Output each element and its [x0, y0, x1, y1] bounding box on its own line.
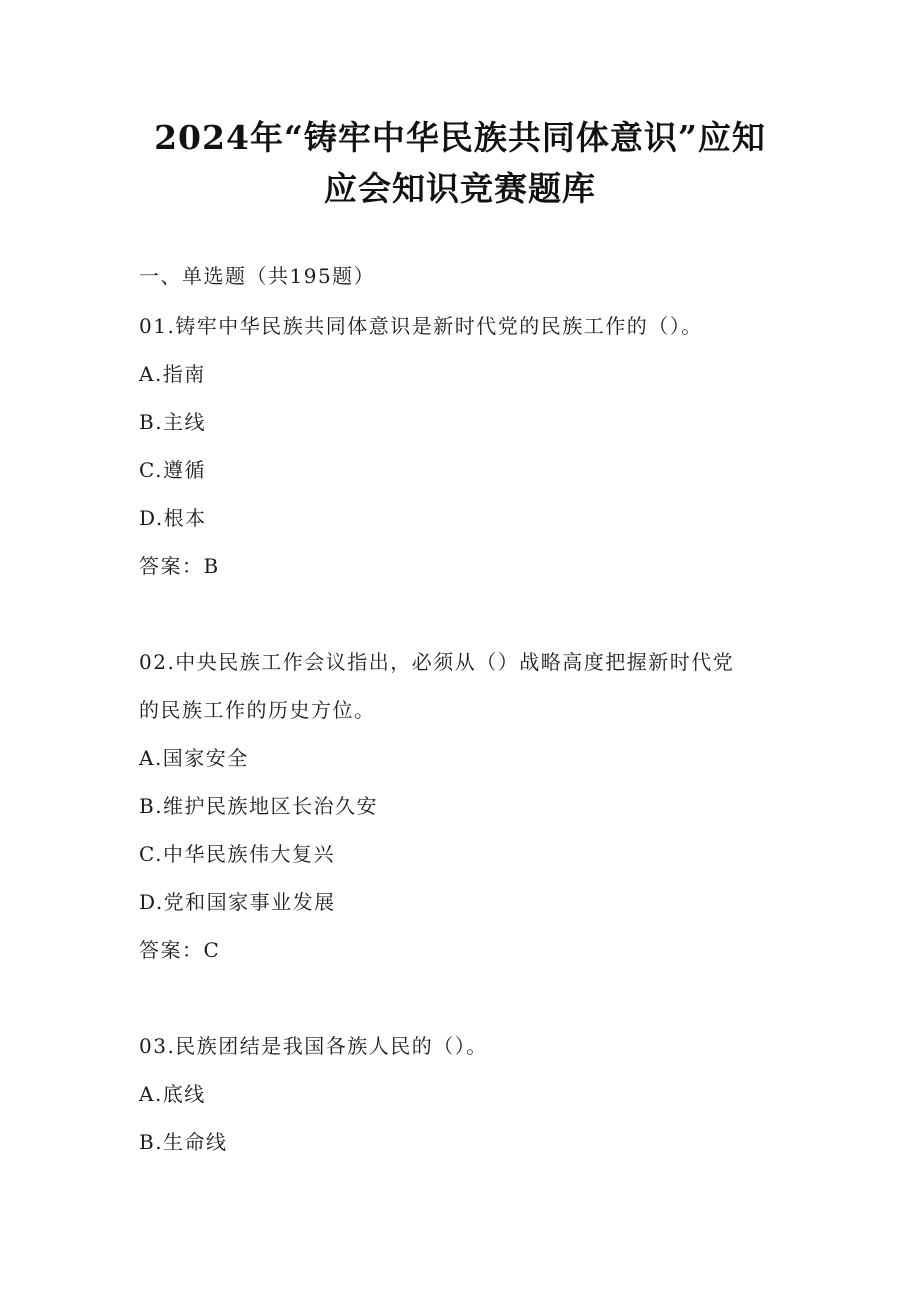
question-1-answer: 答案：B — [139, 554, 220, 578]
question-1-option-b: B.主线 — [139, 410, 207, 434]
question-3-stem: 03.民族团结是我国各族人民的（）。 — [139, 1034, 488, 1058]
question-1-stem: 01.铸牢中华民族共同体意识是新时代党的民族工作的（）。 — [139, 314, 703, 338]
question-2-option-a: A.国家安全 — [139, 746, 249, 770]
section-heading: 一、单选题（共195题） — [139, 264, 376, 288]
question-3-option-b: B.生命线 — [139, 1130, 228, 1154]
question-2-option-d: D.党和国家事业发展 — [139, 890, 336, 914]
question-2-answer: 答案：C — [139, 938, 221, 962]
document-title-line-1: 2024年“铸牢中华民族共同体意识”应知 — [154, 118, 766, 157]
question-2-stem-line-1: 02.中央民族工作会议指出，必须从（）战略高度把握新时代党 — [139, 650, 735, 674]
question-2-stem-line-2: 的民族工作的历史方位。 — [139, 698, 376, 722]
question-2-option-c: C.中华民族伟大复兴 — [139, 842, 335, 866]
question-2-option-b: B.维护民族地区长治久安 — [139, 794, 379, 818]
question-1-option-d: D.根本 — [139, 506, 207, 530]
document-title-line-2: 应会知识竞赛题库 — [324, 169, 596, 208]
question-1-option-a: A.指南 — [139, 362, 206, 386]
question-3-option-a: A.底线 — [139, 1082, 206, 1106]
question-1-option-c: C.遵循 — [139, 458, 206, 482]
